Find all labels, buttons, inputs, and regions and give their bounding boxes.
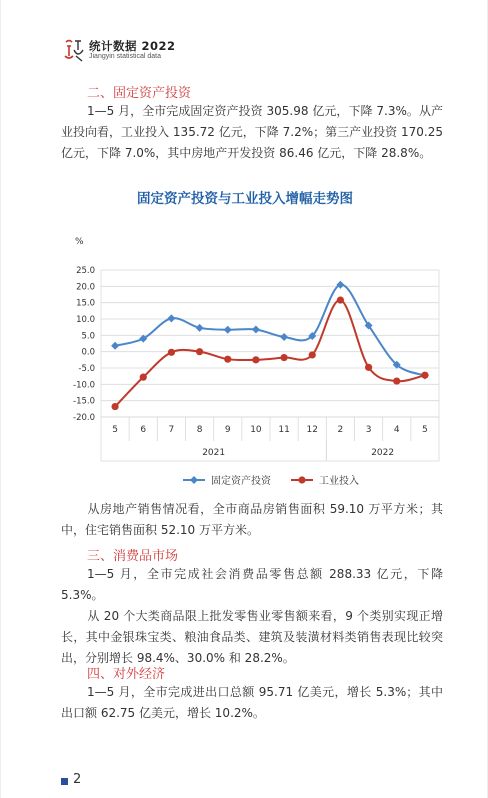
data-point-diamond <box>280 333 288 341</box>
year-label: 2021 <box>202 448 226 458</box>
data-point-circle <box>140 374 147 381</box>
section-heading-consumer: 三、消费品市场 <box>87 549 179 564</box>
legend-marker-diamond <box>190 476 198 484</box>
x-tick-label: 11 <box>278 425 290 435</box>
x-tick-label: 12 <box>306 425 318 435</box>
data-point-diamond <box>167 314 175 322</box>
legend-label: 固定资产投资 <box>211 476 271 487</box>
y-tick-label: -10.0 <box>73 380 95 391</box>
data-point-circle <box>421 372 428 379</box>
x-tick-label: 10 <box>250 425 262 435</box>
x-tick-label: 7 <box>168 425 175 435</box>
x-tick-label: 2 <box>337 425 344 435</box>
paragraph-consumer-2 <box>61 606 443 669</box>
year-label: 2022 <box>371 448 395 458</box>
paragraph-realestate-text: 从房地产销售情况看，全市商品房销售面积 59.10 万平方米；其中，住宅销售面积 52.10 万平方米。 <box>61 502 443 537</box>
x-tick-label: 8 <box>196 425 203 435</box>
data-point-diamond <box>111 342 119 350</box>
series-line-0 <box>115 285 425 376</box>
page-header <box>63 36 263 66</box>
data-point-circle <box>252 356 259 363</box>
data-point-circle <box>365 364 372 371</box>
series-line-1 <box>115 300 425 407</box>
paragraph-consumer-1-text: 1—5 月，全市完成社会消费品零售总额 288.33 亿元，下降 5.3%。 <box>61 567 443 602</box>
legend-label: 工业投入 <box>319 476 359 487</box>
legend-marker-circle <box>298 476 305 483</box>
footer-marker-square <box>61 778 68 785</box>
x-tick-label: 3 <box>365 425 372 435</box>
paragraph-realestate <box>61 499 443 541</box>
x-tick-label: 5 <box>112 425 118 435</box>
data-point-diamond <box>252 325 260 333</box>
paragraph-foreign-trade-text: 1—5 月，全市完成进出口总额 95.71 亿美元，增长 5.3%；其中出口额 62.75 亿美元，增长 10.2%。 <box>61 685 443 720</box>
y-tick-label: -20.0 <box>73 413 95 423</box>
data-point-circle <box>111 403 118 410</box>
data-point-circle <box>337 296 344 303</box>
header-subtitle: Jiangyin statistical data <box>89 53 161 60</box>
chart-title: 固定资产投资与工业投入增幅走势图 <box>137 191 353 207</box>
header-title: 统计数据 2022 <box>89 39 176 53</box>
data-point-circle <box>309 351 316 358</box>
logo-icon <box>63 36 85 64</box>
y-tick-label: 25.0 <box>76 266 95 276</box>
data-point-circle <box>393 377 400 384</box>
y-tick-label: -15.0 <box>73 396 95 407</box>
y-tick-label: 20.0 <box>76 282 95 293</box>
x-tick-label: 4 <box>393 425 400 435</box>
y-tick-label: 10.0 <box>76 315 95 325</box>
y-tick-label: 15.0 <box>76 298 95 309</box>
paragraph-consumer-1 <box>61 564 443 606</box>
data-point-diamond <box>224 326 232 334</box>
x-tick-label: 6 <box>140 425 147 435</box>
chart-canvas <box>61 228 461 498</box>
section-heading-investment: 二、固定资产投资 <box>87 86 192 101</box>
data-point-diamond <box>196 324 204 332</box>
y-axis-unit: % <box>75 237 84 247</box>
x-tick-label: 5 <box>422 425 428 435</box>
line-chart <box>61 228 461 498</box>
y-tick-label: 5.0 <box>81 331 95 342</box>
data-point-circle <box>224 356 231 363</box>
paragraph-investment-text: 1—5 月，全市完成固定资产投资 305.98 亿元，下降 7.3%。从产业投向看，工业投入 135.72 亿元，下降 7.2%；第三产业投资 170.25 亿元，下降 7.0%，其中房地产开发投资 86.46 亿元，下降 28.8%。 <box>61 104 443 160</box>
data-point-circle <box>196 348 203 355</box>
y-tick-label: 0.0 <box>81 347 95 358</box>
data-point-circle <box>168 349 175 356</box>
data-point-circle <box>280 354 287 361</box>
paragraph-consumer-2-text: 从 20 个大类商品限上批发零售业零售额来看，9 个类别实现正增长，其中金银珠宝类、粮油食品类、建筑及装潢材料类销售表现比较突出，分别增长 98.4%、30.0% 和 28.2%。 <box>61 609 443 665</box>
section-heading-foreign-trade: 四、对外经济 <box>87 667 166 682</box>
paragraph-foreign-trade <box>61 682 443 724</box>
y-tick-label: -5.0 <box>78 364 95 374</box>
page-number: 2 <box>73 772 82 787</box>
paragraph-investment <box>61 101 443 164</box>
x-tick-label: 9 <box>224 425 231 435</box>
